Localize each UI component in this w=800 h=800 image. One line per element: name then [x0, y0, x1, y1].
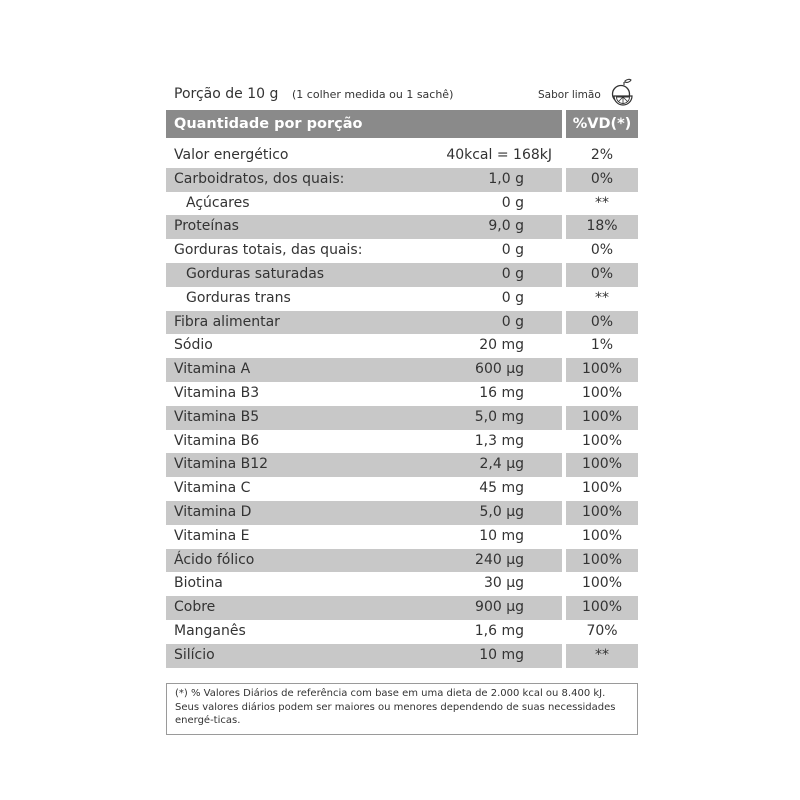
nutrient-rows: [166, 144, 638, 668]
nutrient-name: Vitamina C: [174, 480, 251, 497]
nutrient-amount: 9,0 g: [488, 218, 524, 235]
nutrient-name: Vitamina D: [174, 503, 252, 520]
nutrient-vd: 100%: [566, 453, 638, 477]
table-row: [166, 334, 638, 358]
nutrient-name: Gorduras totais, das quais:: [174, 242, 363, 259]
portion-line: [166, 76, 638, 108]
table-row: [166, 287, 638, 311]
nutrient-name: Vitamina E: [174, 527, 250, 544]
table-row: [166, 501, 638, 525]
vd-header: %VD(*): [566, 110, 638, 138]
footnote: (*) % Valores Diários de referência com base em uma dieta de 2.000 kcal ou 8.400 kJ. Seus valores diários podem ser maiores ou menores dependendo de suas necessidades energé-ticas.: [166, 683, 638, 735]
nutrient-name: Vitamina B12: [174, 456, 269, 473]
nutrient-amount: 0 g: [501, 313, 524, 330]
nutrient-name: Açúcares: [186, 194, 250, 211]
nutrient-vd: **: [595, 289, 609, 306]
table-header: [166, 110, 638, 138]
nutrient-amount: 240 µg: [475, 551, 524, 568]
nutrient-name: Valor energético: [174, 147, 289, 163]
portion-size: Porção de 10 g: [174, 86, 279, 102]
nutrient-amount: 45 mg: [479, 480, 524, 497]
nutrient-name: Silício: [174, 646, 215, 663]
nutrient-name: Gorduras saturadas: [186, 265, 325, 282]
nutrient-name: Vitamina B6: [174, 432, 260, 449]
nutrient-name: Vitamina B3: [174, 384, 260, 401]
nutrient-vd: 1%: [590, 337, 614, 354]
nutrient-name: Gorduras trans: [186, 289, 291, 306]
nutrient-amount: 10 mg: [479, 527, 524, 544]
nutrient-vd: 100%: [566, 406, 638, 430]
table-row: [166, 596, 638, 620]
nutrient-amount: 0 g: [501, 194, 524, 211]
nutrition-label: [166, 76, 638, 668]
nutrient-vd: 100%: [581, 432, 623, 449]
table-row: [166, 406, 638, 430]
nutrient-name: Carboidratos, dos quais:: [174, 170, 345, 187]
nutrient-amount: 600 µg: [475, 361, 524, 378]
nutrient-vd: 2%: [590, 147, 614, 163]
nutrient-amount: 5,0 µg: [479, 503, 524, 520]
nutrient-vd: **: [566, 644, 638, 668]
nutrient-name: Proteínas: [174, 218, 239, 235]
nutrient-name: Manganês: [174, 622, 246, 639]
nutrient-amount: 0 g: [501, 265, 524, 282]
nutrient-name: Vitamina A: [174, 361, 251, 378]
nutrient-amount: 2,4 µg: [479, 456, 524, 473]
nutrient-vd: 100%: [566, 358, 638, 382]
table-row: [166, 192, 638, 216]
nutrient-vd: 100%: [566, 501, 638, 525]
nutrient-vd: 100%: [581, 575, 623, 592]
nutrient-vd: 100%: [581, 384, 623, 401]
nutrient-amount: 16 mg: [479, 384, 524, 401]
nutrient-name: Vitamina B5: [174, 408, 260, 425]
nutrient-vd: 0%: [566, 168, 638, 192]
nutrient-vd: 100%: [566, 549, 638, 573]
nutrient-amount: 30 µg: [483, 575, 524, 592]
table-row: [166, 430, 638, 454]
table-row: [166, 168, 638, 192]
nutrient-amount: 0 g: [501, 242, 524, 259]
table-row: [166, 620, 638, 644]
nutrient-vd: 100%: [566, 596, 638, 620]
nutrient-vd: 70%: [586, 622, 618, 639]
nutrient-amount: 1,0 g: [488, 170, 524, 187]
table-row: [166, 549, 638, 573]
nutrient-amount: 10 mg: [479, 646, 524, 663]
nutrient-amount: 40kcal = 168kJ: [446, 147, 552, 163]
quantity-header: Quantidade por porção: [166, 110, 562, 138]
nutrient-amount: 0 g: [501, 289, 524, 306]
nutrient-vd: 100%: [581, 527, 623, 544]
nutrient-name: Fibra alimentar: [174, 313, 280, 330]
table-row: [166, 525, 638, 549]
table-row: [166, 144, 638, 168]
nutrient-vd: 0%: [590, 242, 614, 259]
portion-detail: (1 colher medida ou 1 sachê): [292, 88, 454, 101]
nutrient-vd: 18%: [566, 215, 638, 239]
nutrient-vd: 100%: [581, 480, 623, 497]
table-row: [166, 239, 638, 263]
nutrient-name: Biotina: [174, 575, 223, 592]
nutrient-amount: 5,0 mg: [474, 408, 524, 425]
table-row: [166, 215, 638, 239]
flavor-label: Sabor limão: [538, 89, 601, 101]
table-row: [166, 311, 638, 335]
table-row: [166, 572, 638, 596]
nutrient-amount: 1,6 mg: [474, 622, 524, 639]
nutrient-vd: 0%: [566, 263, 638, 287]
table-row: [166, 453, 638, 477]
nutrient-amount: 20 mg: [479, 337, 524, 354]
table-row: [166, 382, 638, 406]
lemon-icon: [610, 78, 636, 106]
nutrient-amount: 1,3 mg: [474, 432, 524, 449]
table-row: [166, 263, 638, 287]
nutrient-amount: 900 µg: [475, 599, 524, 616]
nutrient-name: Cobre: [174, 599, 216, 616]
table-row: [166, 358, 638, 382]
nutrient-vd: 0%: [566, 311, 638, 335]
table-row: [166, 477, 638, 501]
table-row: [166, 644, 638, 668]
nutrient-vd: **: [595, 194, 609, 211]
nutrient-name: Sódio: [174, 337, 213, 354]
nutrient-name: Ácido fólico: [174, 551, 255, 568]
